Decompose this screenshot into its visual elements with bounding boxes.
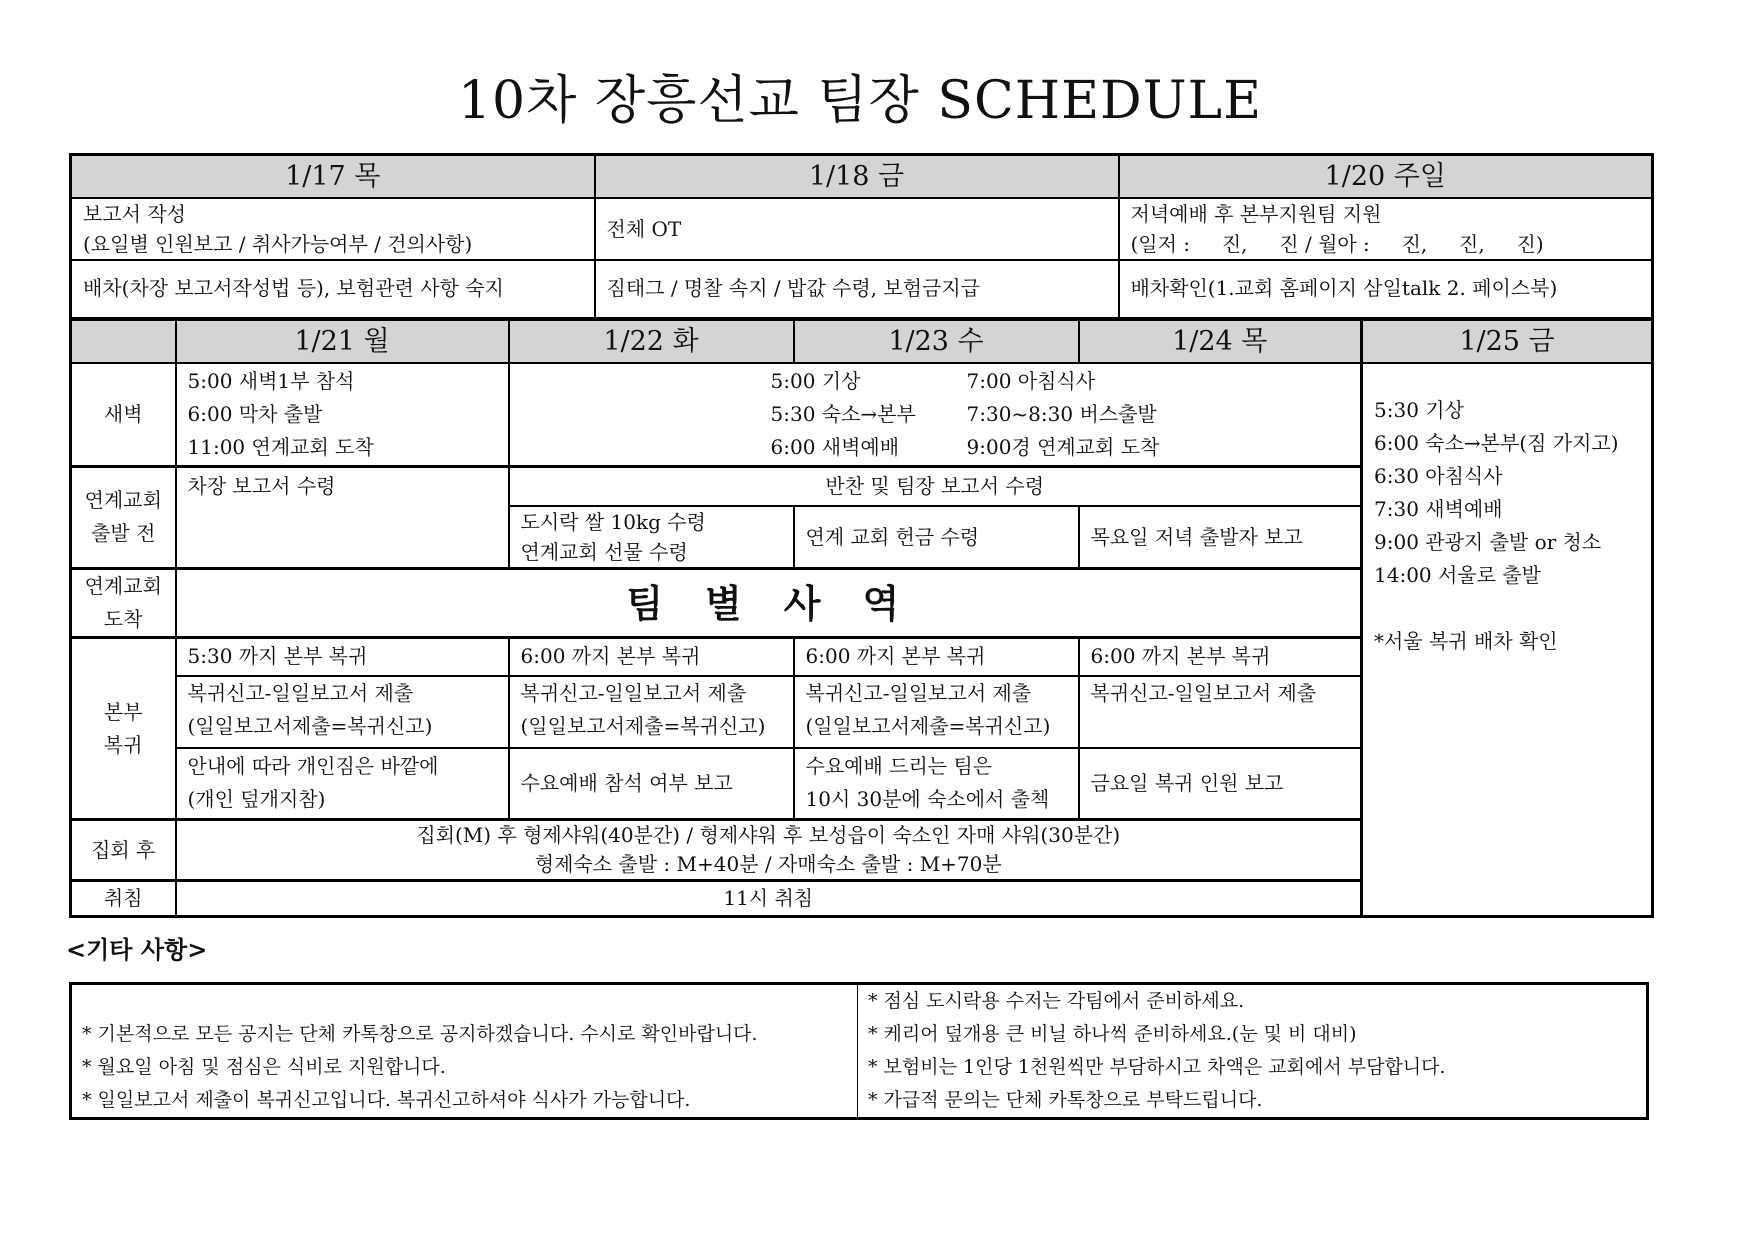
notes-mon	[176, 748, 509, 820]
header-0118: 1/18 금	[595, 155, 1119, 199]
row-label-return	[71, 638, 176, 820]
dawn-item: 5:30 숙소→본부	[770, 401, 916, 426]
label-line: 본부	[103, 699, 143, 724]
depart-wednesday: 연계 교회 헌금 수령	[794, 506, 1079, 569]
fri-item: 14:00 서울로 출발	[1374, 563, 1541, 587]
fri-note: *서울 복귀 배차 확인	[1374, 629, 1558, 653]
row-label-sleep: 취침	[71, 881, 176, 917]
return-time-wed: 6:00 까지 본부 복귀	[794, 638, 1079, 676]
header-0120: 1/20 주일	[1119, 155, 1653, 199]
row-label-gather: 집회 후	[71, 820, 176, 881]
label-line: 도착	[103, 607, 143, 631]
fri-item: 5:30 기상	[1374, 398, 1464, 422]
label-line: 연계교회	[84, 574, 162, 598]
return-time-tue: 6:00 까지 본부 복귀	[509, 638, 794, 676]
label-line: 출발 전	[91, 521, 156, 546]
header-0121: 1/21 월	[176, 320, 509, 364]
return-time-thu: 6:00 까지 본부 복귀	[1079, 638, 1362, 676]
dawn-common	[509, 363, 1362, 466]
report-line: (일일보고서제출=복귀신고)	[805, 713, 1051, 738]
depart-tue-line: 도시락 쌀 10kg 수령	[520, 510, 706, 534]
dawn-item: 7:00 아침식사	[966, 368, 1096, 393]
row-label-arrive	[71, 569, 176, 638]
row-label-depart	[71, 466, 176, 569]
team-ministry: 팀별사역	[176, 569, 1362, 638]
dawn-item: 5:00 기상	[770, 368, 861, 393]
header-blank	[71, 320, 176, 364]
notes-tue: 수요예배 참석 여부 보고	[509, 748, 794, 820]
header-0117: 1/17 목	[71, 155, 595, 199]
depart-monday: 차장 보고서 수령	[176, 466, 509, 569]
friday-schedule	[1362, 363, 1653, 917]
note-right: * 보험비는 1인당 1천원씩만 부담하시고 차액은 교회에서 부담합니다.	[858, 1051, 1648, 1084]
sleep-content: 11시 취침	[176, 881, 1362, 917]
notes-wed	[794, 748, 1079, 820]
report-line: (일일보고서제출=복귀신고)	[520, 713, 766, 738]
note-right: * 가급적 문의는 단체 카톡창으로 부탁드립니다.	[858, 1084, 1648, 1119]
report-wed	[794, 676, 1079, 748]
cell-0118-ot: 전체 OT	[595, 198, 1119, 260]
note-line: (개인 덮개지참)	[187, 787, 326, 812]
report-line: 복귀신고-일일보고서 제출	[805, 680, 1032, 705]
report-title: 보고서 작성	[83, 202, 186, 226]
gather-line: 집회(M) 후 형제샤워(40분간) / 형제샤워 후 보성읍이 숙소인 자매 샤워(30분간)	[416, 823, 1121, 847]
note-line: 안내에 따라 개인짐은 바깥에	[187, 754, 439, 779]
dawn-item: 6:00 새벽예배	[770, 434, 900, 459]
report-line: 복귀신고-일일보고서 제출	[520, 680, 747, 705]
dawn-monday	[176, 363, 509, 466]
dawn-mon-line: 6:00 막차 출발	[187, 401, 323, 426]
depart-tuesday	[509, 506, 794, 569]
report-line: 복귀신고-일일보고서 제출	[1090, 680, 1317, 705]
dawn-item: 7:30~8:30 버스출발	[966, 401, 1157, 426]
label-line: 연계교회	[84, 488, 162, 513]
dawn-mon-line: 5:00 새벽1부 참석	[187, 368, 355, 393]
gather-content	[176, 820, 1362, 881]
depart-common: 반찬 및 팀장 보고서 수령	[509, 466, 1362, 506]
cell-0117-report	[71, 198, 595, 260]
dawn-mon-line: 11:00 연계교회 도착	[187, 434, 374, 459]
note-left: * 일일보고서 제출이 복귀신고입니다. 복귀신고하셔야 식사가 가능합니다.	[71, 1084, 858, 1119]
fri-item: 6:00 숙소→본부(짐 가지고)	[1374, 431, 1619, 455]
note-left: * 월요일 아침 및 점심은 식비로 지원합니다.	[71, 1051, 858, 1084]
report-line: 복귀신고-일일보고서 제출	[187, 680, 414, 705]
other-notes-table	[69, 982, 1649, 1120]
row-label-dawn: 새벽	[71, 363, 176, 466]
header-0122: 1/22 화	[509, 320, 794, 364]
report-mon	[176, 676, 509, 748]
header-0123: 1/23 수	[794, 320, 1079, 364]
header-0125: 1/25 금	[1362, 320, 1653, 364]
cell-0118-tags: 짐태그 / 명찰 속지 / 밥값 수령, 보험금지급	[595, 260, 1119, 318]
fri-item: 9:00 관광지 출발 or 청소	[1374, 530, 1602, 554]
pre-schedule-table	[69, 153, 1654, 320]
other-heading: <기타 사항>	[66, 935, 208, 964]
support-detail: (일저 : 진, 진 / 월아 : 진, 진, 진)	[1130, 232, 1544, 256]
report-thu	[1079, 676, 1362, 748]
report-line: (일일보고서제출=복귀신고)	[187, 713, 433, 738]
note-right: * 케리어 덮개용 큰 비닐 하나씩 준비하세요.(눈 및 비 대비)	[858, 1018, 1648, 1051]
depart-tue-line: 연계교회 선물 수령	[520, 540, 688, 564]
cell-0120-support	[1119, 198, 1653, 260]
label-line: 복귀	[103, 732, 143, 757]
report-detail: (요일별 인원보고 / 취사가능여부 / 건의사항)	[83, 232, 473, 256]
notes-thu: 금요일 복귀 인원 보고	[1079, 748, 1362, 820]
fri-item: 7:30 새벽예배	[1374, 497, 1503, 521]
return-time-mon: 5:30 까지 본부 복귀	[176, 638, 509, 676]
cell-0120-confirm: 배차확인(1.교회 홈페이지 삼일talk 2. 페이스북)	[1119, 260, 1653, 318]
report-tue	[509, 676, 794, 748]
note-left: * 기본적으로 모든 공지는 단체 카톡창으로 공지하겠습니다. 수시로 확인바랍니다.	[71, 1018, 858, 1051]
dawn-item: 9:00경 연계교회 도착	[966, 434, 1160, 459]
header-0124: 1/24 목	[1079, 320, 1362, 364]
main-schedule-table	[69, 318, 1654, 918]
page-title: 10차 장흥선교 팀장 SCHEDULE	[457, 71, 1263, 131]
depart-thursday: 목요일 저녁 출발자 보고	[1079, 506, 1362, 569]
note-right: * 점심 도시락용 수저는 각팀에서 준비하세요.	[858, 984, 1648, 1019]
support-title: 저녁예배 후 본부지원팀 지원	[1130, 202, 1382, 226]
notes-left-spacer	[71, 984, 858, 1019]
note-line: 수요예배 드리는 팀은	[805, 754, 993, 779]
fri-item: 6:30 아침식사	[1374, 464, 1503, 488]
note-line: 10시 30분에 숙소에서 출첵	[805, 787, 1050, 812]
gather-line: 형제숙소 출발 : M+40분 / 자매숙소 출발 : M+70분	[534, 852, 1002, 876]
cell-0117-dispatch: 배차(차장 보고서작성법 등), 보험관련 사항 숙지	[71, 260, 595, 318]
